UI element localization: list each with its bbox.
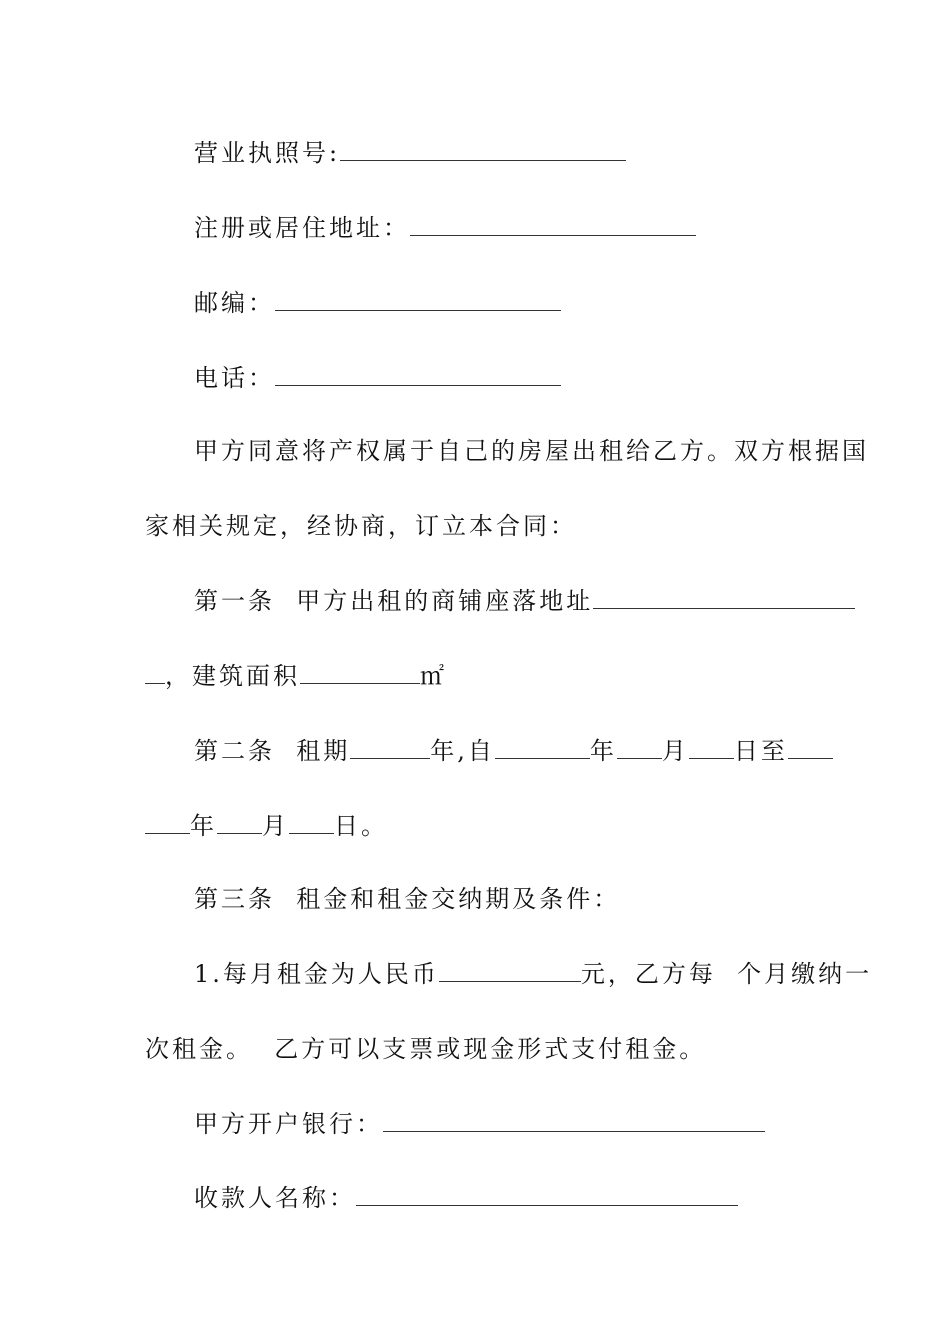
payee-blank — [356, 1183, 738, 1206]
intro-line-2: 家相关规定，经协商，订立本合同： — [145, 512, 577, 540]
license-number-label: 营业执照号: — [194, 139, 341, 167]
start-day-blank — [689, 736, 734, 759]
article-2-line-2 — [145, 811, 388, 841]
postcode-line — [194, 288, 561, 318]
end-month-blank — [217, 811, 262, 834]
article-2-end-year: 年 — [190, 812, 217, 840]
article-1-line-1 — [194, 586, 855, 616]
article-1-line-2 — [145, 661, 447, 691]
license-number-line — [194, 138, 626, 168]
article-1-text-b: ，建筑面积 — [165, 662, 300, 690]
payee-label: 收款人名称： — [194, 1184, 356, 1212]
article-3-item-1-b: 元，乙方每 个月缴纳一 — [580, 960, 873, 988]
bank-blank — [383, 1109, 765, 1132]
area-blank — [300, 661, 420, 684]
article-2-text-a: 第二条 租期 — [194, 737, 351, 765]
article-2-year-from: 年,自 — [430, 737, 495, 765]
end-year-blank — [788, 736, 833, 759]
article-2-end-day: 日。 — [334, 812, 388, 840]
license-number-blank — [340, 138, 626, 161]
start-year-blank — [495, 736, 590, 759]
phone-label: 电话： — [194, 364, 275, 392]
article-2-day-to: 日至 — [733, 737, 788, 765]
address-blank — [410, 213, 696, 236]
article-3-item-1-a: 1.每月租金为人民币 — [194, 960, 439, 988]
article-3-item-1-line-2: 次租金。 乙方可以支票或现金形式支付租金。 — [145, 1035, 707, 1063]
end-day-blank — [289, 811, 334, 834]
payee-line — [194, 1183, 738, 1213]
postcode-label: 邮编： — [194, 289, 275, 317]
postcode-blank — [275, 288, 561, 311]
monthly-rent-blank — [439, 959, 581, 982]
article-2-year: 年 — [589, 737, 617, 765]
article-2-end-month: 月 — [262, 812, 289, 840]
article-3-title: 第三条 租金和租金交纳期及条件： — [194, 885, 621, 913]
bank-label: 甲方开户银行： — [194, 1110, 383, 1138]
bank-line — [194, 1109, 765, 1139]
address-line — [194, 213, 696, 243]
intro-line-1: 甲方同意将产权属于自己的房屋出租给乙方。双方根据国 — [194, 437, 869, 465]
address-label: 注册或居住地址： — [194, 214, 410, 242]
phone-line — [194, 363, 561, 393]
article-2-month: 月 — [661, 737, 689, 765]
term-years-blank — [350, 736, 430, 759]
start-month-blank — [617, 736, 662, 759]
article-3-item-1-line-1 — [194, 959, 872, 989]
article-1-text-a: 第一条 甲方出租的商铺座落地址 — [194, 587, 594, 615]
end-year-blank-cont — [145, 811, 190, 834]
article-1-address-blank — [593, 586, 855, 609]
article-2-line-1 — [194, 736, 833, 766]
phone-blank — [275, 363, 561, 386]
area-unit: ㎡ — [420, 662, 447, 690]
article-1-address-blank-cont — [145, 661, 165, 684]
